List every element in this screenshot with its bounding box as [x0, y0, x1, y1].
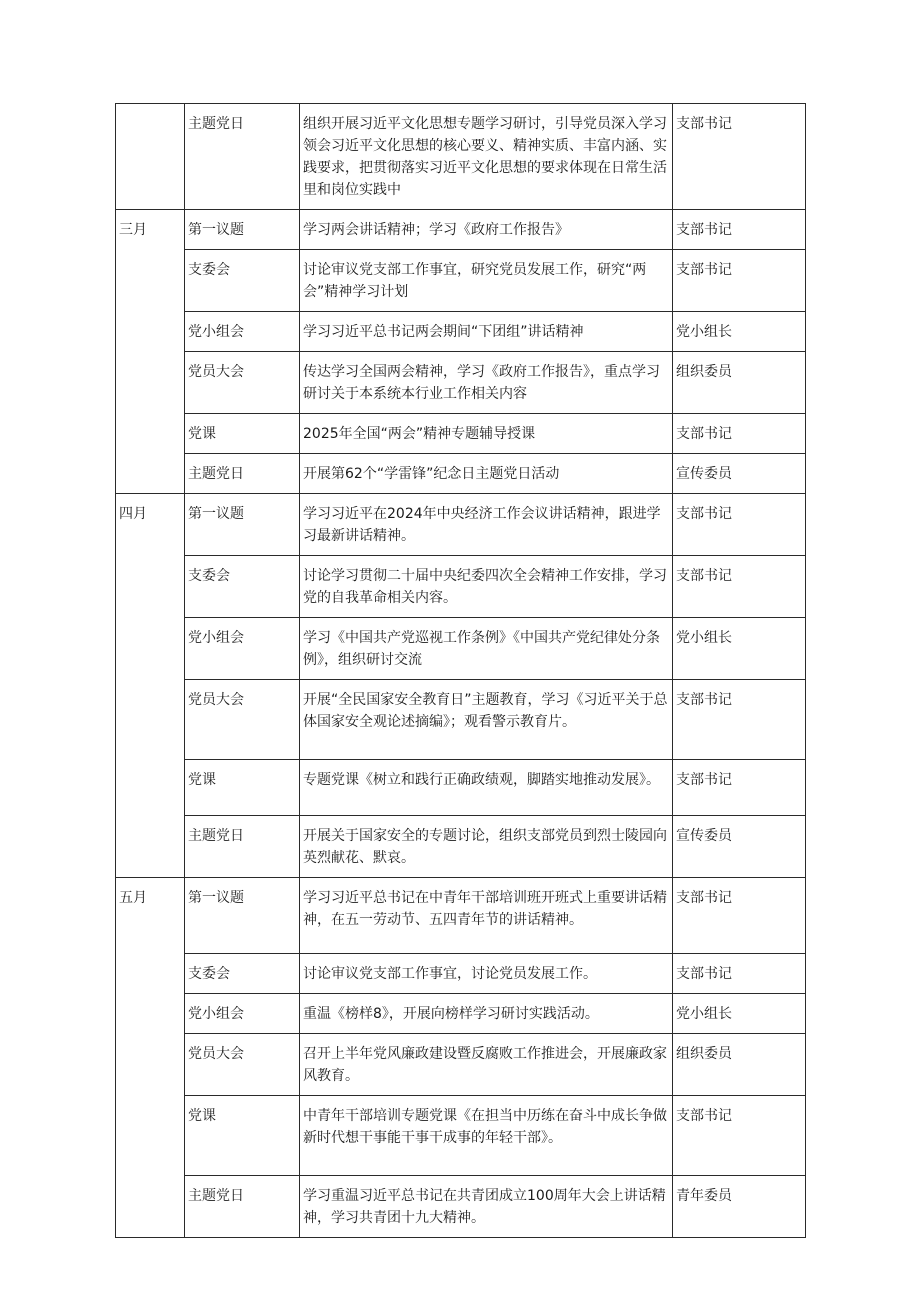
activity-type-cell: 主题党日: [185, 104, 300, 210]
activity-content-cell: 专题党课《树立和践行正确政绩观，脚踏实地推动发展》。: [300, 760, 673, 816]
responsible-person-cell: 支部书记: [673, 104, 806, 210]
table-row: [116, 454, 806, 494]
activity-type-cell: 党员大会: [185, 1034, 300, 1096]
responsible-person-cell: 支部书记: [673, 210, 806, 250]
table-row: [116, 414, 806, 454]
responsible-person-cell: 组织委员: [673, 352, 806, 414]
table-row: [116, 312, 806, 352]
activity-type-cell: 支委会: [185, 556, 300, 618]
responsible-person-cell: 支部书记: [673, 250, 806, 312]
table-row: [116, 250, 806, 312]
activity-content-cell: 开展“全民国家安全教育日”主题教育，学习《习近平关于总体国家安全观论述摘编》；观看警示教育片。: [300, 680, 673, 760]
activity-type-cell: 主题党日: [185, 816, 300, 878]
activity-content-cell: 传达学习全国两会精神，学习《政府工作报告》，重点学习研讨关于本系统本行业工作相关内容: [300, 352, 673, 414]
responsible-person-cell: 支部书记: [673, 494, 806, 556]
responsible-person-cell: 组织委员: [673, 1034, 806, 1096]
activity-content-cell: 重温《榜样8》，开展向榜样学习研讨实践活动。: [300, 994, 673, 1034]
activity-type-cell: 第一议题: [185, 210, 300, 250]
table-row: [116, 1034, 806, 1096]
activity-type-cell: 党课: [185, 760, 300, 816]
activity-content-cell: 讨论审议党支部工作事宜，研究党员发展工作，研究“两会”精神学习计划: [300, 250, 673, 312]
responsible-person-cell: 支部书记: [673, 878, 806, 954]
activity-type-cell: 支委会: [185, 954, 300, 994]
activity-type-cell: 党课: [185, 414, 300, 454]
activity-content-cell: 2025年全国“两会”精神专题辅导授课: [300, 414, 673, 454]
plan-table-body: [116, 104, 806, 1238]
activity-content-cell: 学习习近平在2024年中央经济工作会议讲话精神，跟进学习最新讲话精神。: [300, 494, 673, 556]
responsible-person-cell: 支部书记: [673, 680, 806, 760]
activity-type-cell: 党员大会: [185, 680, 300, 760]
table-row: [116, 816, 806, 878]
responsible-person-cell: 支部书记: [673, 414, 806, 454]
activity-type-cell: 党小组会: [185, 618, 300, 680]
activity-plan-table: [115, 103, 806, 1238]
activity-content-cell: 中青年干部培训专题党课《在担当中历练在奋斗中成长争做新时代想干事能干事干成事的年轻干部》。: [300, 1096, 673, 1176]
activity-type-cell: 党课: [185, 1096, 300, 1176]
activity-content-cell: 学习《中国共产党巡视工作条例》《中国共产党纪律处分条例》，组织研讨交流: [300, 618, 673, 680]
activity-type-cell: 主题党日: [185, 1176, 300, 1238]
activity-type-cell: 党员大会: [185, 352, 300, 414]
table-row: [116, 878, 806, 954]
month-cell: [116, 104, 185, 210]
table-row: [116, 954, 806, 994]
activity-content-cell: 开展第62个“学雷锋”纪念日主题党日活动: [300, 454, 673, 494]
activity-type-cell: 第一议题: [185, 878, 300, 954]
responsible-person-cell: 支部书记: [673, 954, 806, 994]
responsible-person-cell: 支部书记: [673, 556, 806, 618]
activity-content-cell: 讨论学习贯彻二十届中央纪委四次全会精神工作安排，学习党的自我革命相关内容。: [300, 556, 673, 618]
table-row: [116, 1176, 806, 1238]
activity-content-cell: 讨论审议党支部工作事宜，讨论党员发展工作。: [300, 954, 673, 994]
activity-content-cell: 组织开展习近平文化思想专题学习研讨，引导党员深入学习领会习近平文化思想的核心要义、精神实质、丰富内涵、实践要求，把贯彻落实习近平文化思想的要求体现在日常生活里和岗位实践中: [300, 104, 673, 210]
table-row: [116, 352, 806, 414]
activity-content-cell: 学习重温习近平总书记在共青团成立100周年大会上讲话精神，学习共青团十九大精神。: [300, 1176, 673, 1238]
month-cell: 三月: [116, 210, 185, 494]
month-cell: 四月: [116, 494, 185, 878]
responsible-person-cell: 党小组长: [673, 312, 806, 352]
table-row: [116, 618, 806, 680]
activity-content-cell: 召开上半年党风廉政建设暨反腐败工作推进会，开展廉政家风教育。: [300, 1034, 673, 1096]
activity-type-cell: 党小组会: [185, 994, 300, 1034]
activity-type-cell: 支委会: [185, 250, 300, 312]
responsible-person-cell: 宣传委员: [673, 816, 806, 878]
responsible-person-cell: 支部书记: [673, 760, 806, 816]
activity-type-cell: 党小组会: [185, 312, 300, 352]
table-row: [116, 104, 806, 210]
activity-content-cell: 学习两会讲话精神；学习《政府工作报告》: [300, 210, 673, 250]
month-cell: 五月: [116, 878, 185, 1238]
activity-content-cell: 开展关于国家安全的专题讨论，组织支部党员到烈士陵园向英烈献花、默哀。: [300, 816, 673, 878]
table-row: [116, 494, 806, 556]
responsible-person-cell: 宣传委员: [673, 454, 806, 494]
table-row: [116, 994, 806, 1034]
activity-content-cell: 学习习近平总书记两会期间“下团组”讲话精神: [300, 312, 673, 352]
activity-content-cell: 学习习近平总书记在中青年干部培训班开班式上重要讲话精神，在五一劳动节、五四青年节的讲话精神。: [300, 878, 673, 954]
responsible-person-cell: 党小组长: [673, 618, 806, 680]
responsible-person-cell: 党小组长: [673, 994, 806, 1034]
table-row: [116, 760, 806, 816]
activity-type-cell: 第一议题: [185, 494, 300, 556]
table-row: [116, 556, 806, 618]
table-row: [116, 1096, 806, 1176]
table-row: [116, 210, 806, 250]
responsible-person-cell: 青年委员: [673, 1176, 806, 1238]
activity-type-cell: 主题党日: [185, 454, 300, 494]
responsible-person-cell: 支部书记: [673, 1096, 806, 1176]
table-row: [116, 680, 806, 760]
